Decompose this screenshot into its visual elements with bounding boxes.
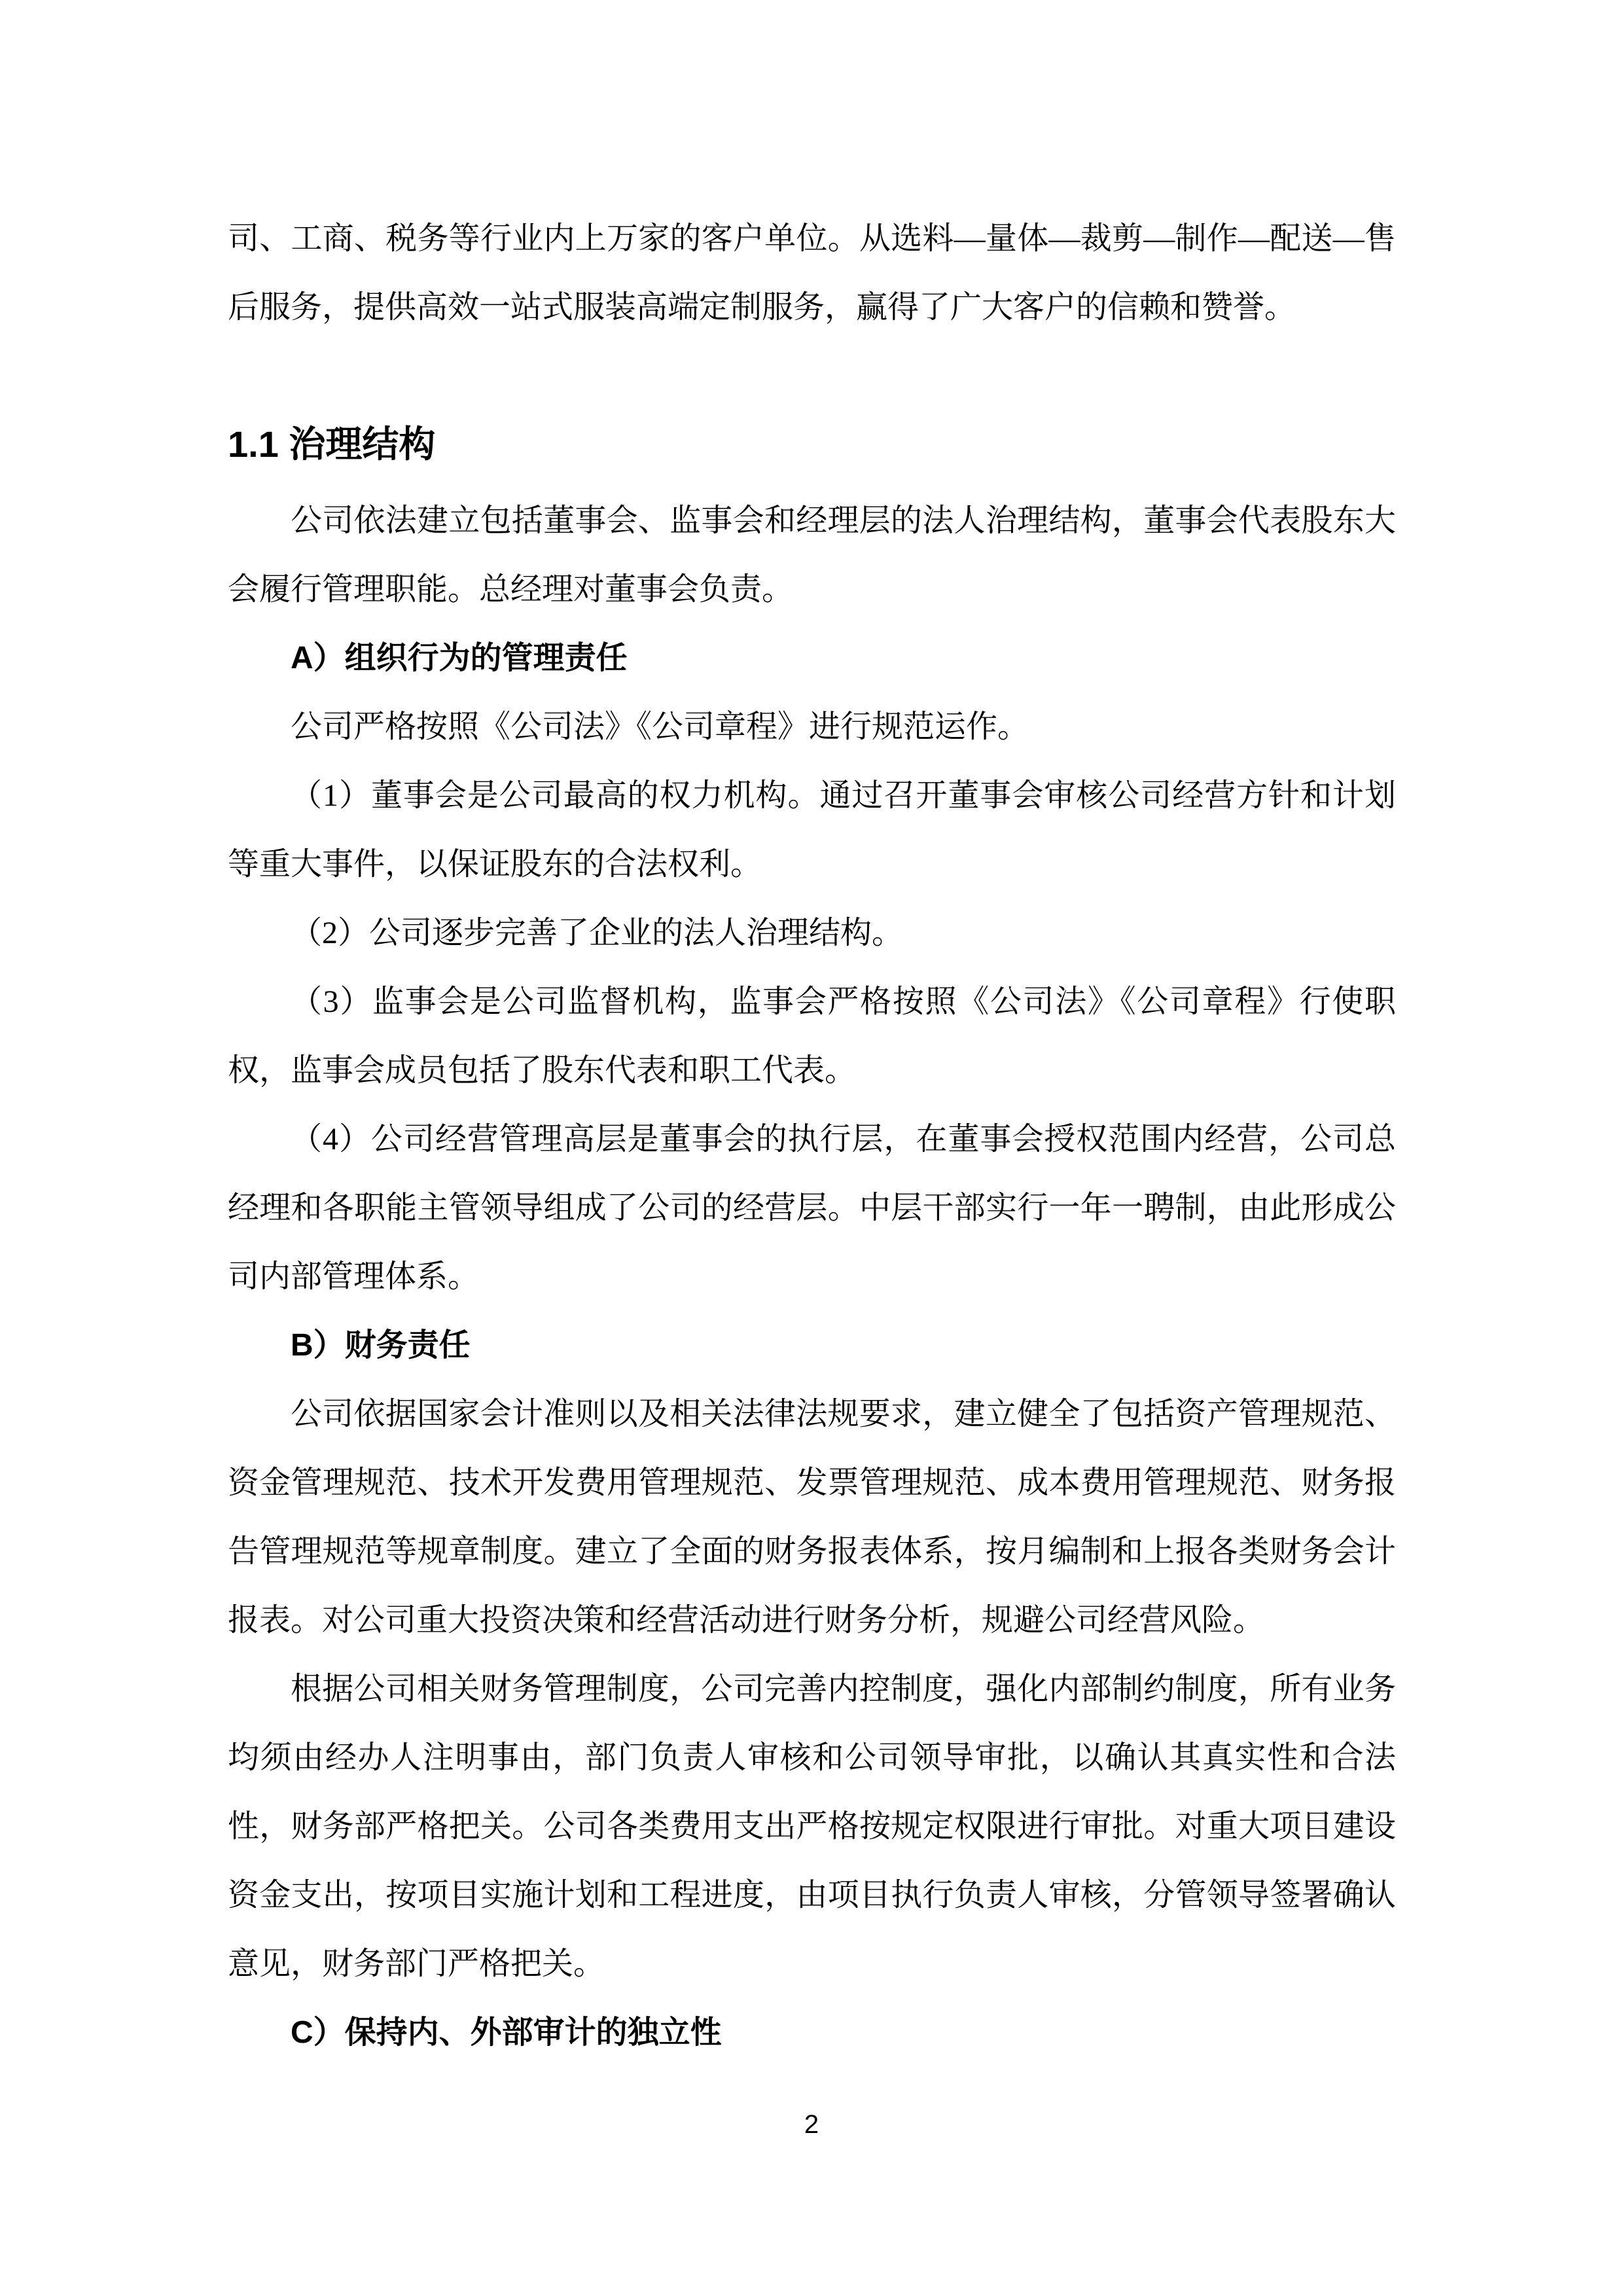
list-item-4-management-layer: （4）公司经营管理高层是董事会的执行层，在董事会授权范围内经营，公司总经理和各职能主管领导组成了公司的经营层。中层干部实行一年一聘制，由此形成公司内部管理体系。	[228, 1122, 1396, 1294]
list-item-3-supervisory-board: （3）监事会是公司监督机构，监事会严格按照《公司法》《公司章程》行使职权，监事会成员包括了股东代表和职工代表。	[228, 984, 1396, 1088]
paragraph-intro-continuation: 司、工商、税务等行业内上万家的客户单位。从选料—量体—裁剪—制作—配送—售后服务，提供高效一站式服装高端定制服务，赢得了广大客户的信赖和赞誉。	[228, 221, 1396, 325]
list-item-1-board-of-directors: （1）董事会是公司最高的权力机构。通过召开董事会审核公司经营方针和计划等重大事件，以保证股东的合法权利。	[228, 778, 1396, 882]
section-heading-governance-structure: 1.1 治理结构	[228, 423, 436, 465]
paragraph-b-internal-control: 根据公司相关财务管理制度，公司完善内控制度，强化内部制约制度，所有业务均须由经办人注明事由，部门负责人审核和公司领导审批，以确认其真实性和合法性，财务部严格把关。公司各类费用支出严格按规定权限进行审批。对重大项目建设资金支出，按项目实施计划和工程进度，由项目执行负责人审核，分管领导签署确认意见，财务部门严格把关。	[228, 1672, 1396, 1981]
subheading-c-audit-independence: C）保持内、外部审计的独立性	[291, 2015, 722, 2050]
paragraph-governance-overview: 公司依法建立包括董事会、监事会和经理层的法人治理结构，董事会代表股东大会履行管理职能。总经理对董事会负责。	[228, 503, 1396, 607]
page-number: 2	[804, 2110, 819, 2139]
paragraph-a-intro: 公司严格按照《公司法》《公司章程》进行规范运作。	[291, 709, 1029, 744]
page-body	[228, 204, 1396, 2067]
list-item-2-legal-person-governance: （2）公司逐步完善了企业的法人治理结构。	[291, 916, 904, 950]
subheading-a-organizational-responsibility: A）组织行为的管理责任	[291, 641, 628, 675]
paragraph-b-accounting-standards: 公司依据国家会计准则以及相关法律法规要求，建立健全了包括资产管理规范、资金管理规范、技术开发费用管理规范、发票管理规范、成本费用管理规范、财务报告管理规范等规章制度。建立了全面的财务报表体系，按月编制和上报各类财务会计报表。对公司重大投资决策和经营活动进行财务分析，规避公司经营风险。	[228, 1397, 1396, 1638]
subheading-b-financial-responsibility: B）财务责任	[291, 1328, 471, 1363]
